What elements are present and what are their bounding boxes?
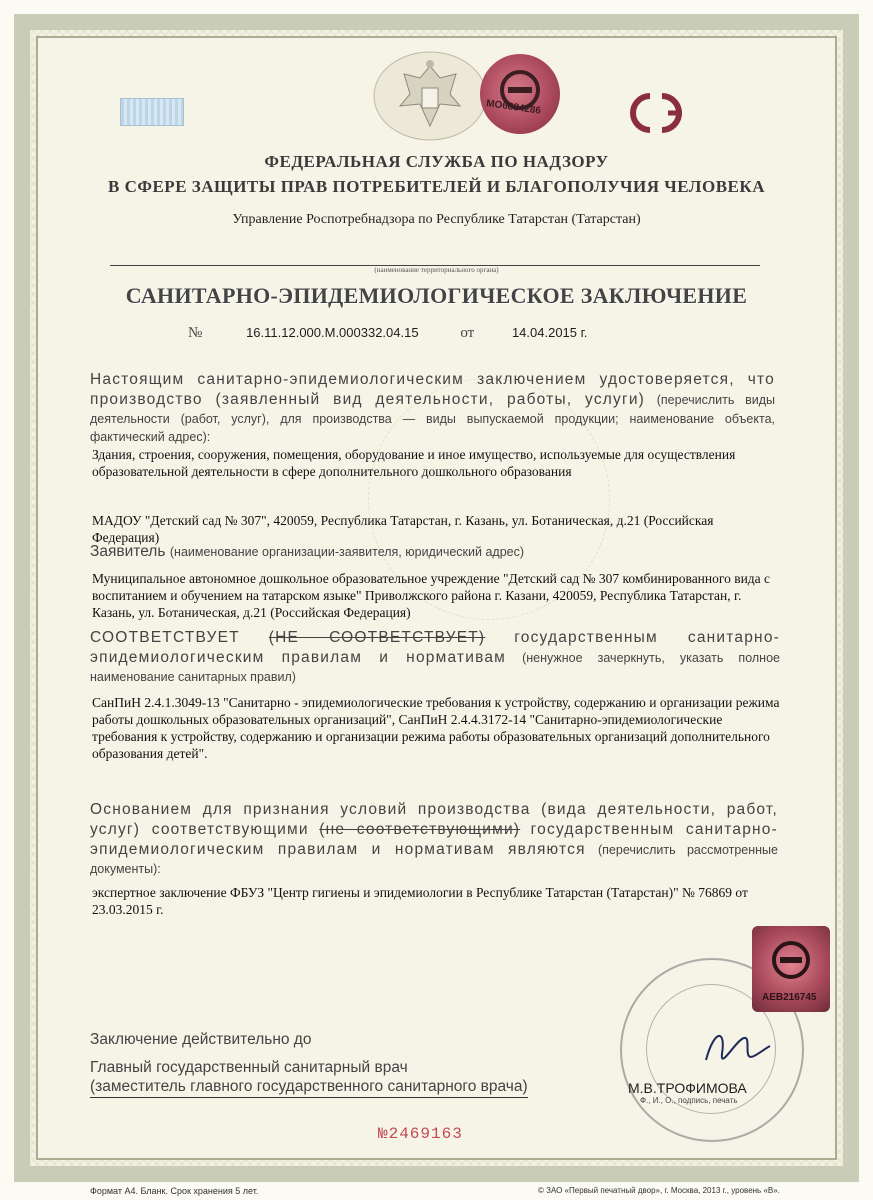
document-title: САНИТАРНО-ЭПИДЕМИОЛОГИЧЕСКОЕ ЗАКЛЮЧЕНИЕ bbox=[125, 283, 748, 308]
signatory-name: М.В.ТРОФИМОВА bbox=[628, 1080, 747, 1096]
not-complies-text: (НЕ СООТВЕТСТВУЕТ) bbox=[268, 629, 486, 646]
blank-serial-number: №2469163 bbox=[378, 1125, 463, 1143]
basis-statement bbox=[90, 800, 778, 878]
object-address: МАДОУ "Детский сад № 307", 420059, Республика Татарстан, г. Казань, ул. Ботаническая, д.21 (Российская Федерация) bbox=[92, 513, 714, 545]
applicant-value: Муниципальное автономное дошкольное образовательное учреждение "Детский сад № 307 комбинированного вида с воспитанием и обучением на татарском языке" Приволжского района г. Казани, 420059, Республика Татарстан, г. Казань, ул. Ботаническая, д.21 (Российская Федерация) bbox=[92, 571, 771, 620]
hologram-sticker-top bbox=[480, 54, 560, 134]
basis-lead2: государственным санитарно-эпидемиологическим правилам и нормативам являются bbox=[90, 821, 778, 858]
applicant-header bbox=[90, 542, 780, 562]
complies-text: СООТВЕТСТВУЕТ bbox=[90, 629, 240, 646]
applicant-hint: (наименование организации-заявителя, юридический адрес) bbox=[169, 545, 525, 559]
hologram-mark-icon bbox=[480, 54, 560, 134]
handwritten-signature bbox=[696, 1020, 776, 1080]
conformity-hint: (ненужное зачеркнуть, указать полное наименование санитарных правил) bbox=[90, 651, 780, 684]
basis-struck: (не соответствующими) bbox=[319, 821, 521, 838]
hologram-sticker-bottom bbox=[752, 926, 830, 1012]
signatory-deputy: (заместитель главного государственного санитарного врача) bbox=[90, 1077, 528, 1098]
hologram-number-bottom: АЕВ216745 bbox=[762, 992, 817, 1003]
document-date: 14.04.2015 г. bbox=[511, 325, 588, 340]
territorial-caption: (наименование территориального органа) bbox=[374, 266, 499, 274]
conformity-statement bbox=[90, 628, 780, 686]
document-number-row bbox=[188, 325, 587, 342]
footer-format: Формат А4. Бланк. Срок хранения 5 лет. bbox=[90, 1186, 259, 1196]
signature-caption: Ф., И., О., подпись, печать bbox=[640, 1096, 738, 1105]
certification-logo-icon bbox=[616, 88, 702, 138]
agency-title-line2: В СФЕРЕ ЗАЩИТЫ ПРАВ ПОТРЕБИТЕЛЕЙ И БЛАГОПОЛУЧИЯ ЧЕЛОВЕКА bbox=[108, 177, 765, 196]
signatory-position: Главный государственный санитарный врач bbox=[90, 1059, 408, 1076]
production-value: Здания, строения, сооружения, помещения, оборудование и иное имущество, используемые для осуществления образовательной деятельности в сфере дополнительного дошкольного образования bbox=[92, 447, 736, 479]
validity-label: Заключение действительно до bbox=[90, 1031, 312, 1048]
production-hint: (перечислить виды деятельности (работ, услуг), для производства — виды выпускаемой продукции; наименование объекта, фактический адрес): bbox=[90, 393, 775, 444]
agency-title-line1: ФЕДЕРАЛЬНАЯ СЛУЖБА ПО НАДЗОРУ bbox=[264, 152, 609, 171]
date-label: от bbox=[460, 325, 475, 341]
footer-printer: © ЗАО «Первый печатный двор», г. Москва, 2013 г., уровень «В». bbox=[538, 1186, 780, 1195]
territorial-body: Управление Роспотребнадзора по Республике Татарстан (Татарстан) bbox=[232, 212, 641, 227]
basis-hint: (перечислить рассмотренные документы): bbox=[90, 843, 778, 876]
applicant-label: Заявитель bbox=[90, 543, 166, 560]
production-lead: Настоящим санитарно-эпидемиологическим заключением удостоверяется, что производство (заявленный вид деятельности, работы, услуги) bbox=[90, 371, 775, 408]
basis-lead1: Основанием для признания условий производства (вида деятельности, работ, услуг) соответствующими bbox=[90, 801, 778, 838]
coat-of-arms-emblem bbox=[370, 48, 490, 144]
basis-value: экспертное заключение ФБУЗ "Центр гигиены и эпидемиологии в Республике Татарстан (Татарстан)" № 76869 от 23.03.2015 г. bbox=[92, 885, 748, 917]
production-statement bbox=[90, 370, 775, 446]
hologram-strip bbox=[120, 98, 184, 126]
sanitary-rules-value: СанПиН 2.4.1.3049-13 "Санитарно - эпидемиологические требования к устройству, содержанию и организации режима работы дошкольных образовательных организаций", СанПиН 2.4.4.3172-14 "Санитарно-эпидемиологические требования к устройству, содержанию и организации режима работы образовательных организаций дополнительного образования детей". bbox=[92, 695, 780, 761]
hologram-mark-icon-bottom bbox=[752, 926, 830, 990]
number-label: № bbox=[188, 325, 203, 341]
document-number: 16.11.12.000.М.000332.04.15 bbox=[246, 325, 419, 340]
conformity-text: государственным санитарно-эпидемиологическим правилам и нормативам bbox=[90, 629, 780, 666]
hologram-number: МО6884286 bbox=[485, 98, 542, 117]
